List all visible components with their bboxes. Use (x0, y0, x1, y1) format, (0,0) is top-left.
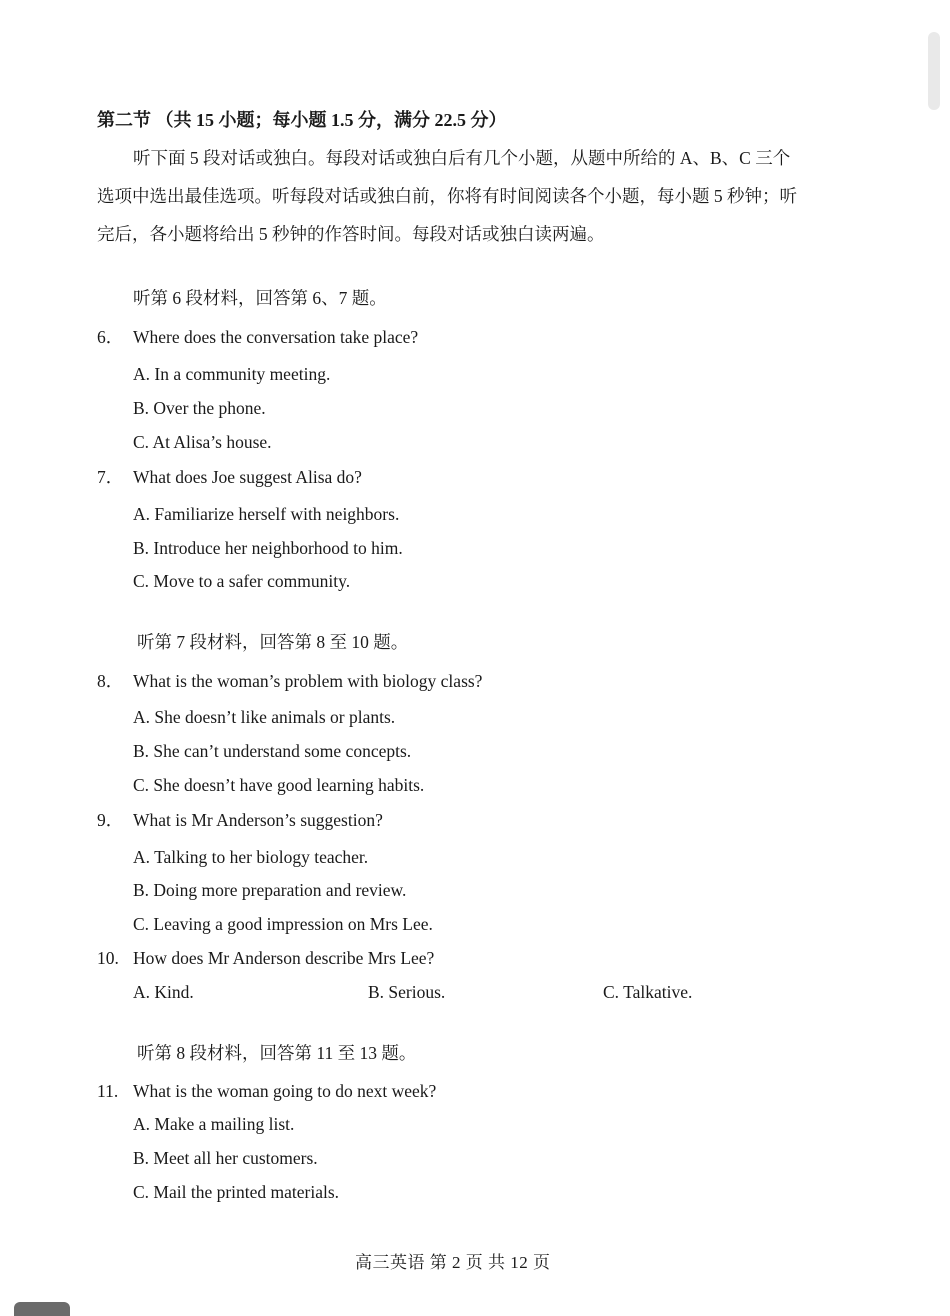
option-8b: B. She can’t understand some concepts. (133, 741, 412, 761)
question-number-6: 6． (97, 327, 124, 347)
group-heading-7: 听第 7 段材料，回答第 8 至 10 题。 (137, 632, 409, 652)
option-11c: C. Mail the printed materials. (133, 1182, 340, 1202)
option-11a: A. Make a mailing list. (133, 1114, 295, 1134)
question-text-7: What does Joe suggest Alisa do? (133, 467, 362, 487)
question-number-7: 7． (97, 467, 124, 487)
group-heading-6: 听第 6 段材料，回答第 6、7 题。 (133, 288, 387, 308)
intro-line-3: 完后，各小题将给出 5 秒钟的作答时间。每段对话或独白读两遍。 (97, 224, 605, 244)
option-6c: C. At Alisa’s house. (133, 432, 272, 452)
option-8a: A. She doesn’t like animals or plants. (133, 707, 396, 727)
option-7a: A. Familiarize herself with neighbors. (133, 504, 400, 524)
intro-line-2: 选项中选出最佳选项。听每段对话或独白前，你将有时间阅读各个小题，每小题 5 秒钟；听 (97, 186, 797, 206)
option-9a: A. Talking to her biology teacher. (133, 847, 369, 867)
question-number-8: 8． (97, 671, 124, 691)
option-7b: B. Introduce her neighborhood to him. (133, 538, 403, 558)
option-6b: B. Over the phone. (133, 398, 266, 418)
question-text-11: What is the woman going to do next week? (133, 1081, 437, 1101)
page-footer: 高三英语 第 2 页 共 12 页 (355, 1253, 551, 1272)
question-text-6: Where does the conversation take place? (133, 327, 419, 347)
question-number-11: 11. (97, 1081, 119, 1101)
option-7c: C. Move to a safer community. (133, 571, 351, 591)
option-10b: B. Serious. (368, 982, 446, 1002)
option-11b: B. Meet all her customers. (133, 1148, 318, 1168)
option-6a: A. In a community meeting. (133, 364, 331, 384)
option-8c: C. She doesn’t have good learning habits. (133, 775, 425, 795)
intro-line-1: 听下面 5 段对话或独白。每段对话或独白后有几个小题，从题中所给的 A、B、C 三个 (133, 148, 791, 168)
question-number-9: 9． (97, 810, 124, 830)
option-9c: C. Leaving a good impression on Mrs Lee. (133, 914, 433, 934)
question-number-10: 10. (97, 948, 119, 968)
option-10c: C. Talkative. (603, 982, 693, 1002)
group-heading-8: 听第 8 段材料，回答第 11 至 13 题。 (137, 1043, 417, 1063)
scrollbar[interactable] (928, 32, 940, 110)
bottom-left-tab[interactable] (14, 1302, 70, 1316)
question-text-10: How does Mr Anderson describe Mrs Lee? (133, 948, 435, 968)
section-title: 第二节 （共 15 小题；每小题 1.5 分，满分 22.5 分） (97, 110, 507, 130)
question-text-9: What is Mr Anderson’s suggestion? (133, 810, 383, 830)
option-10a: A. Kind. (133, 982, 194, 1002)
question-text-8: What is the woman’s problem with biology class? (133, 671, 483, 691)
option-9b: B. Doing more preparation and review. (133, 880, 407, 900)
